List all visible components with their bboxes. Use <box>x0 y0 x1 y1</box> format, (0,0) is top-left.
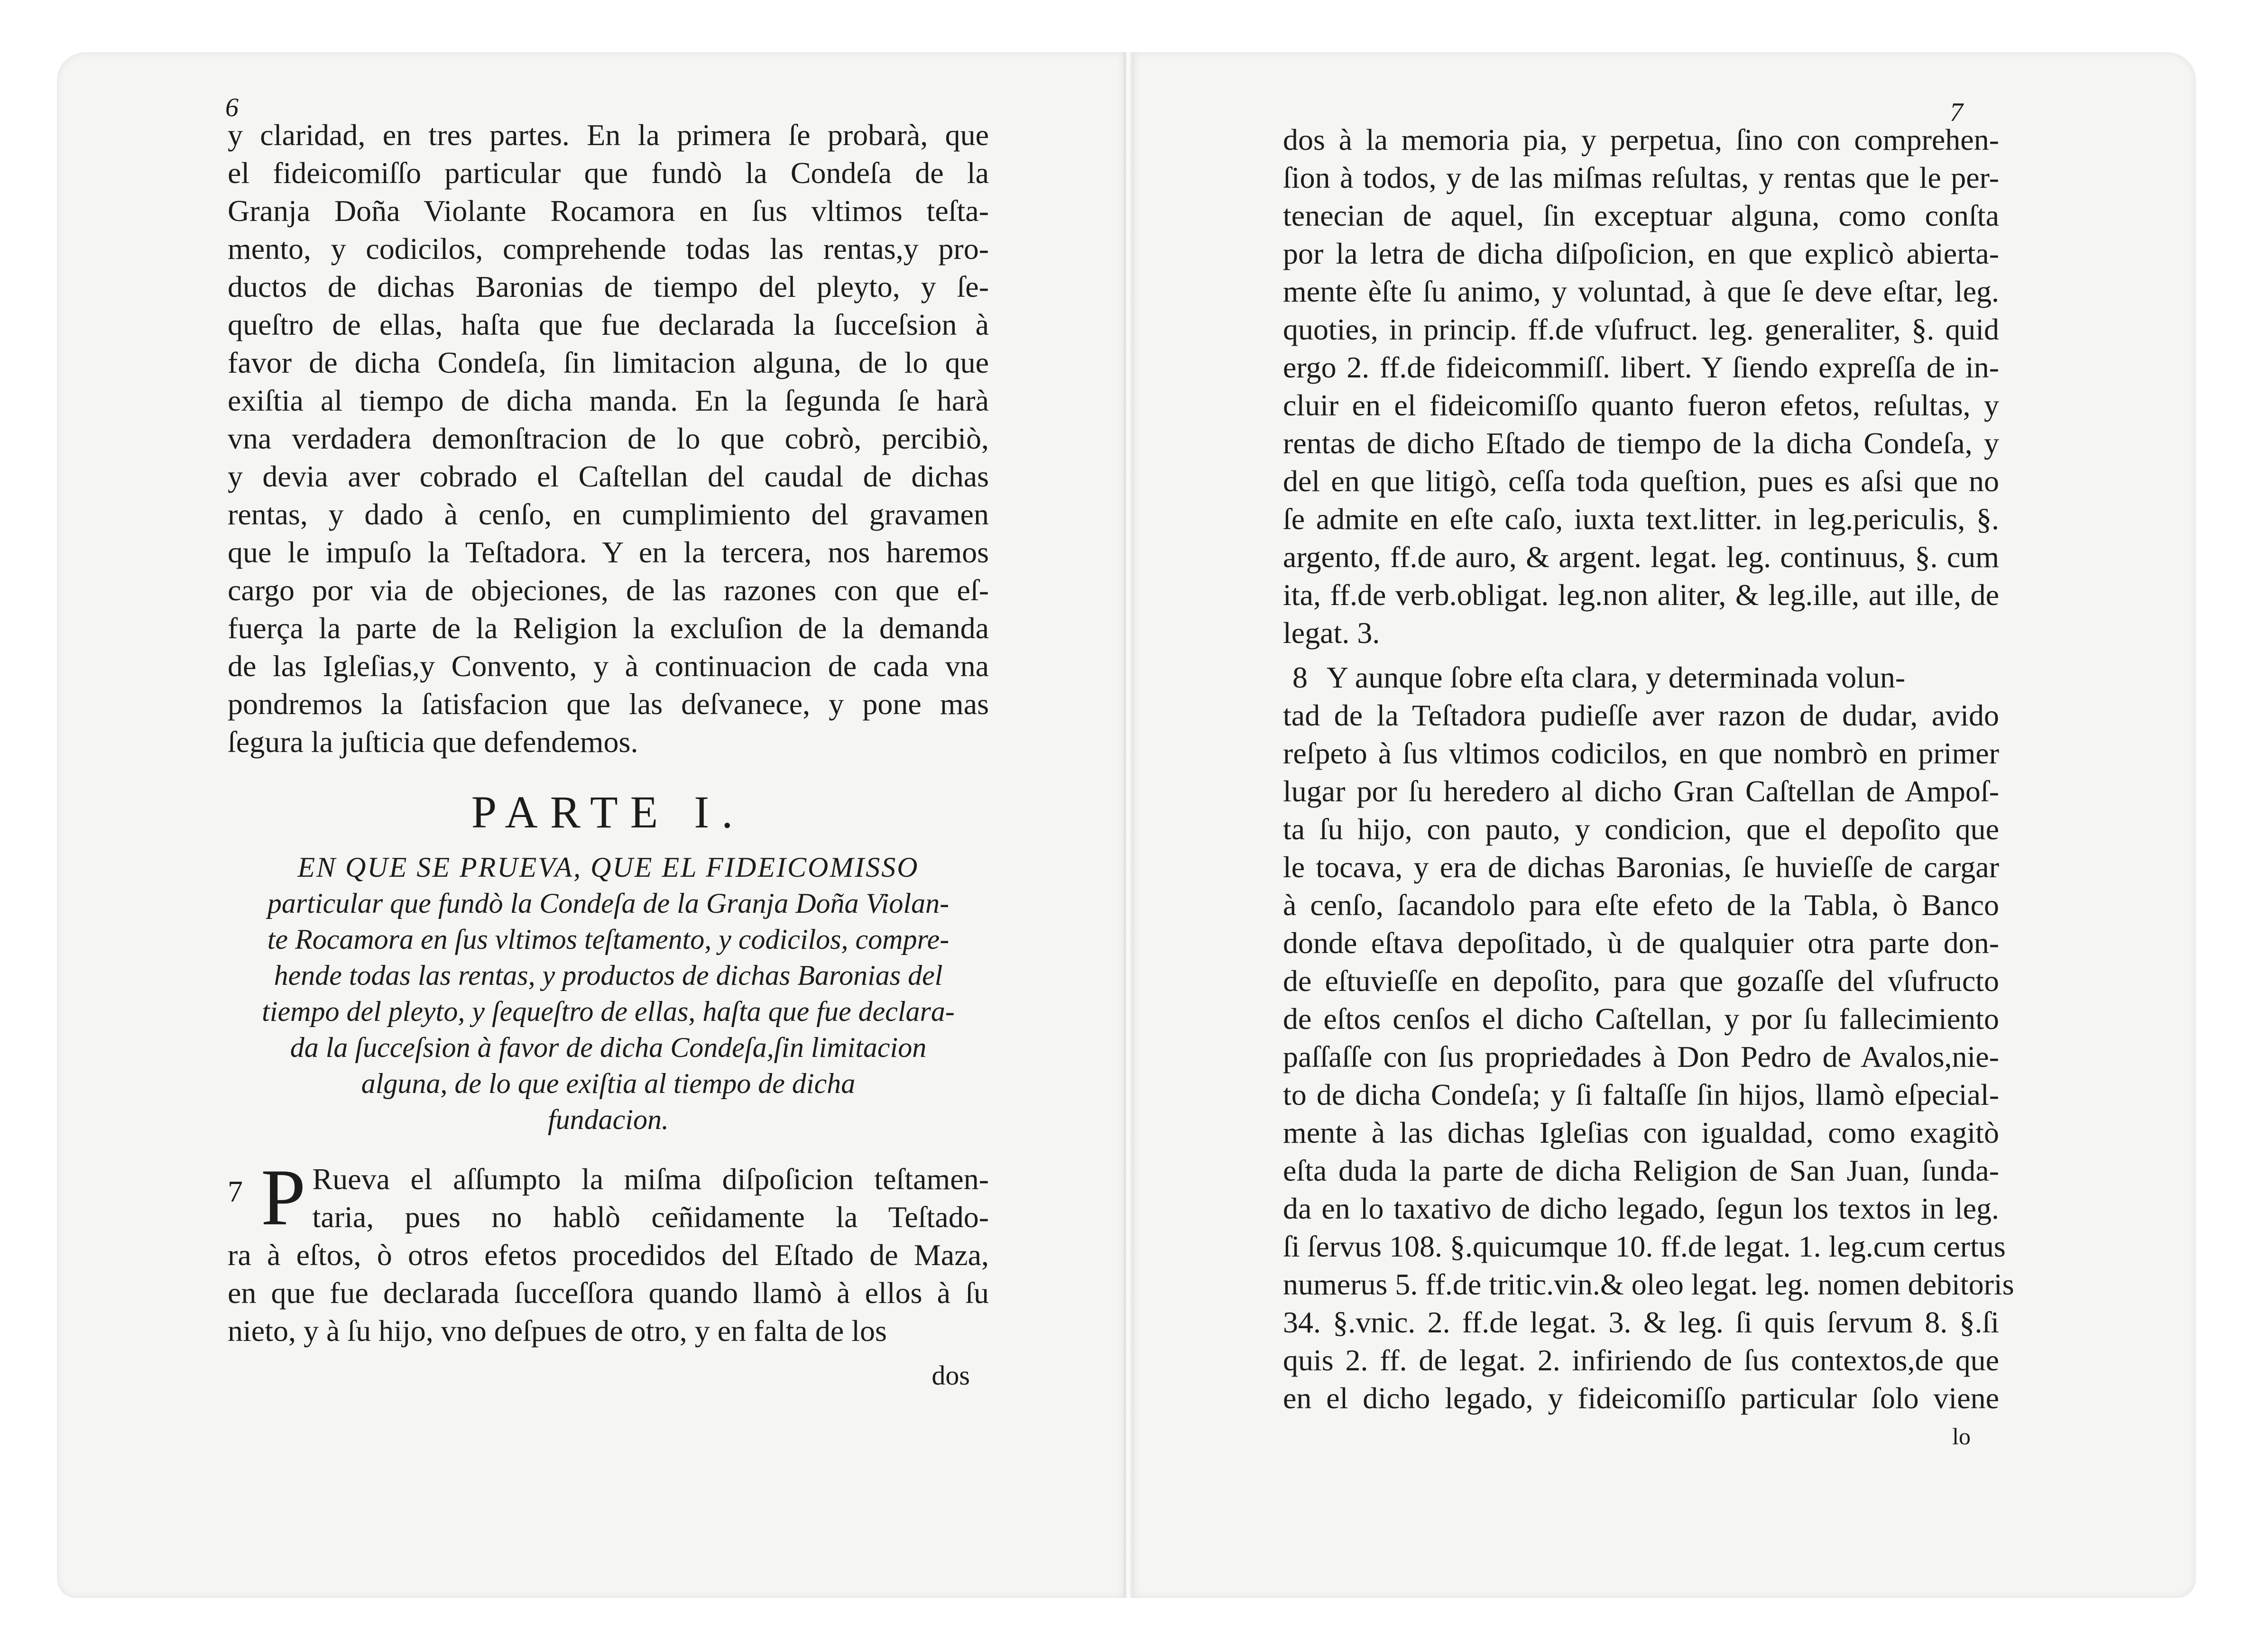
text-line: exiſtia al tiempo de dicha manda. En la ſegunda ſe harà <box>228 384 989 417</box>
text-line: ſi ſervus 108. §.quicumque 10. ff.de legat. 1. leg.cum certus <box>1283 1230 2006 1263</box>
section-paragraph <box>1283 659 2014 1417</box>
text-line: rentas, y dado à cenſo, en cumplimiento del gravamen <box>228 497 989 531</box>
text-line: legat. 3. <box>1283 616 1380 650</box>
text-line: quoties, in princip. ff.de vſufruct. leg. generaliter, §. quid <box>1283 312 1999 346</box>
heading-line: particular que fundò la Condeſa de la Granja Doña Violan- <box>267 888 950 919</box>
text-line: paſſaſſe con ſus proprieḋades à Don Pedro de Avalos,nie- <box>1283 1040 1999 1074</box>
text-line: por la letra de dicha diſpoſicion, en que explicò abierta- <box>1283 237 1999 270</box>
text-line: mento, y codicilos, comprehende todas las rentas,y pro- <box>228 232 989 266</box>
text-line: 34. §.vnic. 2. ff.de legat. 3. & leg. ſi quis ſervum 8. §.ſi <box>1283 1305 1999 1339</box>
drop-cap: P <box>261 1153 306 1242</box>
page-number-right: 7 <box>1950 98 1963 127</box>
text-line: de eſtuvieſſe en depoſito, para que gozaſſe del vſufructo <box>1283 964 1999 998</box>
text-line: cluir en el fideicomiſſo quanto fueron efetos, reſultas, y <box>1283 388 1999 422</box>
text-line: pondremos la ſatisfacion que las deſvanece, y pone mas <box>228 687 989 721</box>
page-number-left: 6 <box>225 93 239 122</box>
heading-line: EN QUE SE PRUEVA, QUE EL FIDEICOMISSO <box>297 852 919 883</box>
text-line: favor de dicha Condeſa, ſin limitacion alguna, de lo que <box>228 346 989 379</box>
text-line: lugar por ſu heredero al dicho Gran Caſtellan de Ampoſ- <box>1283 774 1999 808</box>
text-line: ra à eſtos, ò otros efetos procedidos del Eſtado de Maza, <box>228 1238 989 1272</box>
heading-line: alguna, de lo que exiſtia al tiempo de dicha <box>361 1068 856 1099</box>
text-line: Rueva el aſſumpto la miſma diſpoſicion teſtamen- <box>312 1162 989 1196</box>
continuation-paragraph <box>1283 121 1999 652</box>
text-line: ſion à todos, y de las miſmas reſultas, y rentas que le per- <box>1283 161 1999 194</box>
text-line: el fideicomiſſo particular que fundò la Condeſa de la <box>228 156 989 190</box>
text-line: vna verdadera demonſtracion de lo que cobrò, percibiò, <box>228 422 989 455</box>
catchword-left: dos <box>931 1360 970 1391</box>
text-line: reſpeto à ſus vltimos codicilos, en que nombrò en primer <box>1283 736 1999 770</box>
section-7 <box>228 1153 989 1350</box>
text-line: cargo por via de objeciones, de las razones con que eſ- <box>228 573 989 607</box>
text-line: to de dicha Condeſa; y ſi faltaſſe ſin hijos, llamò eſpecial- <box>1283 1078 1999 1111</box>
text-line: que le impuſo la Teſtadora. Y en la tercera, nos haremos <box>228 535 989 569</box>
text-line: nieto, y à ſu hijo, vno deſpues de otro, y en falta de los <box>228 1314 887 1348</box>
text-line: le tocava, y era de dichas Baronias, ſe huvieſſe de cargar <box>1283 850 1999 884</box>
text-line: taria, pues no hablò ceñidamente la Teſtado- <box>312 1200 989 1234</box>
text-line: donde eſtava depoſitado, ù de qualquier otra parte don- <box>1283 926 1999 960</box>
right-page-text <box>1283 121 2014 1455</box>
text-line: fuerça la parte de la Religion la excluſion de la demanda <box>228 611 989 645</box>
heading-line: fundacion. <box>548 1104 669 1135</box>
text-line: eſta duda la parte de dicha Religion de San Juan, ſunda- <box>1283 1154 1999 1187</box>
text-line: numerus 5. ff.de tritic.vin.& oleo legat. leg. nomen debitoris <box>1283 1267 2014 1301</box>
text-line: mente à las dichas Igleſias con igualdad, como exagitò <box>1283 1116 1999 1149</box>
text-line: del en que litigò, ceſſa toda queſtion, pues es aſsi que no <box>1283 464 1999 498</box>
text-line: ductos de dichas Baronias de tiempo del pleyto, y ſe- <box>228 270 989 303</box>
heading-line: te Rocamora en ſus vltimos teſtamento, y codicilos, compre- <box>267 924 950 955</box>
text-line: dos à la memoria pia, y perpetua, ſino con comprehen- <box>1283 123 1999 156</box>
text-line: argento, ff.de auro, & argent. legat. leg. continuus, §. cum <box>1283 540 1999 574</box>
text-line: ſegura la juſticia que defendemos. <box>228 725 638 759</box>
catchword-right: lo <box>1952 1423 1971 1450</box>
heading-line: hende todas las rentas, y productos de dichas Baronias del <box>274 960 943 991</box>
section-paragraph <box>228 1153 989 1350</box>
section-number: 8 <box>1292 661 1308 694</box>
text-span: Y aunque ſobre eſta clara, y determinada volun- <box>1327 661 1906 694</box>
text-line: tenecian de aquel, ſin exceptuar alguna, como conſta <box>1283 199 1999 232</box>
text-line: queſtro de ellas, haſta que fue declarada la ſucceſsion à <box>228 308 989 341</box>
section-8 <box>1283 659 2014 1417</box>
section-number: 7 <box>228 1175 243 1208</box>
part-heading <box>228 849 989 1138</box>
text-line: ſe admite en eſte caſo, iuxta text.litter. in leg.periculis, §. <box>1283 502 1999 536</box>
text-line: y claridad, en tres partes. En la primera ſe probarà, que <box>228 118 989 152</box>
text-line: en el dicho legado, y fideicomiſſo particular ſolo viene <box>1283 1381 1999 1415</box>
text-line: da en lo taxativo de dicho legado, ſegun los textos in leg. <box>1283 1192 1999 1225</box>
text-line: de las Igleſias,y Convento, y à continuacion de cada vna <box>228 649 989 683</box>
text-line <box>1283 659 1999 697</box>
heading-line: da la ſucceſsion à favor de dicha Condeſa,ſin limitacion <box>290 1032 927 1063</box>
text-line: ta ſu hijo, con pauto, y condicion, que el depoſito que <box>1283 812 1999 846</box>
text-line: quis 2. ff. de legat. 2. infiriendo de ſus contextos,de que <box>1283 1343 1999 1377</box>
text-line: y devia aver cobrado el Caſtellan del caudal de dichas <box>228 459 989 493</box>
text-line: de eſtos cenſos el dicho Caſtellan, y por ſu fallecimiento <box>1283 1002 1999 1036</box>
text-line: mente èſte ſu animo, y voluntad, à que ſe deve eſtar, leg. <box>1283 275 1999 308</box>
book-gutter <box>1124 52 1134 1598</box>
text-line: Granja Doña Violante Rocamora en ſus vltimos teſta- <box>228 194 989 228</box>
left-page-text <box>228 116 989 1395</box>
text-line: rentas de dicho Eſtado de tiempo de la dicha Condeſa, y <box>1283 426 1999 460</box>
text-line: ita, ff.de verb.obligat. leg.non aliter, & leg.ille, aut ille, de <box>1283 578 1999 612</box>
heading-line: tiempo del pleyto, y ſequeſtro de ellas, haſta que fue declara- <box>262 996 955 1027</box>
text-line: tad de la Teſtadora pudieſſe aver razon de dudar, avido <box>1283 698 1999 732</box>
text-line: ergo 2. ff.de fideicommiſſ. libert. Y ſiendo expreſſa de in- <box>1283 350 1999 384</box>
text-line: en que fue declarada ſucceſſora quando llamò à ellos à ſu <box>228 1276 989 1310</box>
intro-paragraph <box>228 116 989 761</box>
text-line: à cenſo, ſacandolo para eſte efeto de la Tabla, ò Banco <box>1283 888 1999 922</box>
part-title: PARTE I. <box>471 787 746 837</box>
